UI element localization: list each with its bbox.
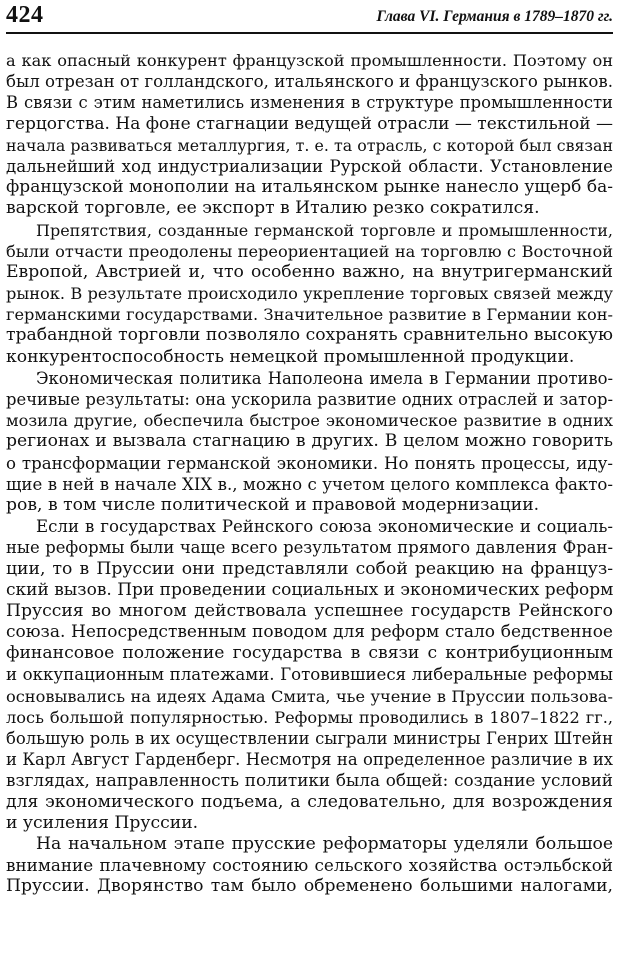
- text-line: ский вызов. При проведении социальных и экономических реформ: [6, 579, 613, 600]
- text-line: Если в государствах Рейнского союза экономические и социаль-: [36, 517, 613, 537]
- text-line: мозила другие, обеспечила быстрое экономическое развитие в одних: [6, 411, 613, 431]
- running-title: Глава VI. Германия в 1789–1870 гг.: [376, 8, 613, 25]
- paragraph: [6, 834, 613, 898]
- text-line: были отчасти преодолены переориентацией на торговлю с Восточной: [6, 241, 613, 261]
- text-line: большую роль в их осуществлении сыграли министры Генрих Штейн: [6, 729, 613, 748]
- page-number: 424: [6, 2, 44, 28]
- body-text: [6, 50, 613, 898]
- text-line: дальнейший ход индустриализации Рурской области. Установление: [6, 156, 613, 176]
- text-line: германскими государствами. Значительное развитие в Германии кон-: [6, 305, 613, 325]
- text-line: и оккупационным платежами. Готовившиеся либеральные реформы: [6, 665, 613, 685]
- text-line: начала развиваться металлургия, т. е. та отрасль, с которой был связан: [6, 135, 613, 155]
- text-line: для экономического подъема, а следовательно, для возрождения: [6, 791, 613, 812]
- paragraph: [6, 50, 613, 220]
- text-line: Пруссия во многом действовала успешнее государств Рейнского: [6, 600, 613, 621]
- text-line: герцогства. На фоне стагнации ведущей отрасли — текстильной —: [6, 113, 613, 134]
- paragraph: [6, 220, 613, 368]
- text-line: ные реформы были чаще всего результатом прямого давления Фран-: [6, 538, 613, 558]
- text-line: французской монополии на итальянском рынке нанесло ущерб ба-: [6, 177, 613, 198]
- text-line: конкурентоспособность немецкой промышленной продукции.: [6, 346, 575, 367]
- text-line: ров, в том числе политической и правовой модернизации.: [6, 494, 540, 515]
- paragraph: [6, 368, 613, 516]
- text-line: союза. Непосредственным поводом для реформ стало бедственное: [6, 622, 613, 643]
- paragraph: [6, 516, 613, 834]
- text-line: финансовое положение государства в связи с контрибуционным: [6, 643, 613, 664]
- text-line: варской торговле, ее экспорт в Италию резко сократился.: [6, 198, 540, 219]
- text-line: основывались на идеях Адама Смита, чье учение в Пруссии пользова-: [6, 686, 613, 706]
- text-line: На начальном этапе прусские реформаторы уделяли большое: [36, 833, 613, 854]
- page-header: [6, 2, 613, 34]
- text-line: Экономическая политика Наполеона имела в Германии противо-: [36, 368, 613, 388]
- text-line: щие в ней в начале XIX в., можно с учетом целого комплекса факто-: [6, 474, 613, 494]
- text-line: Пруссии. Дворянство там было обременено большими налогами,: [6, 876, 613, 897]
- text-line: и Карл Август Гарденберг. Несмотря на определенное различие в их: [6, 750, 613, 770]
- text-line: лось большой популярностью. Реформы проводились в 1807–1822 гг.,: [6, 707, 613, 727]
- text-line: Препятствия, созданные германской торговле и промышленности,: [36, 220, 613, 240]
- text-line: был отрезан от голландского, итальянского и французского рынков.: [6, 72, 613, 92]
- text-line: а как опасный конкурент французской промышленности. Поэтому он: [6, 51, 613, 70]
- text-line: ции, то в Пруссии они представляли собой реакцию на француз-: [6, 558, 613, 579]
- text-line: взглядах, направленность политики была общей: создание условий: [6, 770, 613, 791]
- text-line: о трансформации германской экономики. Но понять процессы, иду-: [6, 453, 613, 473]
- text-line: и усиления Пруссии.: [6, 812, 199, 833]
- text-line: регионах и вызвала стагнацию в других. В целом можно говорить: [6, 431, 613, 452]
- text-line: В связи с этим наметились изменения в структуре промышленности: [6, 93, 613, 113]
- text-line: рынок. В результате происходило укрепление торговых связей между: [6, 284, 613, 304]
- text-line: речивые результаты: она ускорила развитие одних отраслей и затор-: [6, 390, 613, 409]
- text-line: трабандной торговли позволяло сохранять сравнительно высокую: [6, 325, 613, 346]
- text-line: внимание плачевному состоянию сельского хозяйства остэльбской: [6, 855, 613, 876]
- text-line: Европой, Австрией и, что особенно важно, на внутригерманский: [6, 261, 613, 282]
